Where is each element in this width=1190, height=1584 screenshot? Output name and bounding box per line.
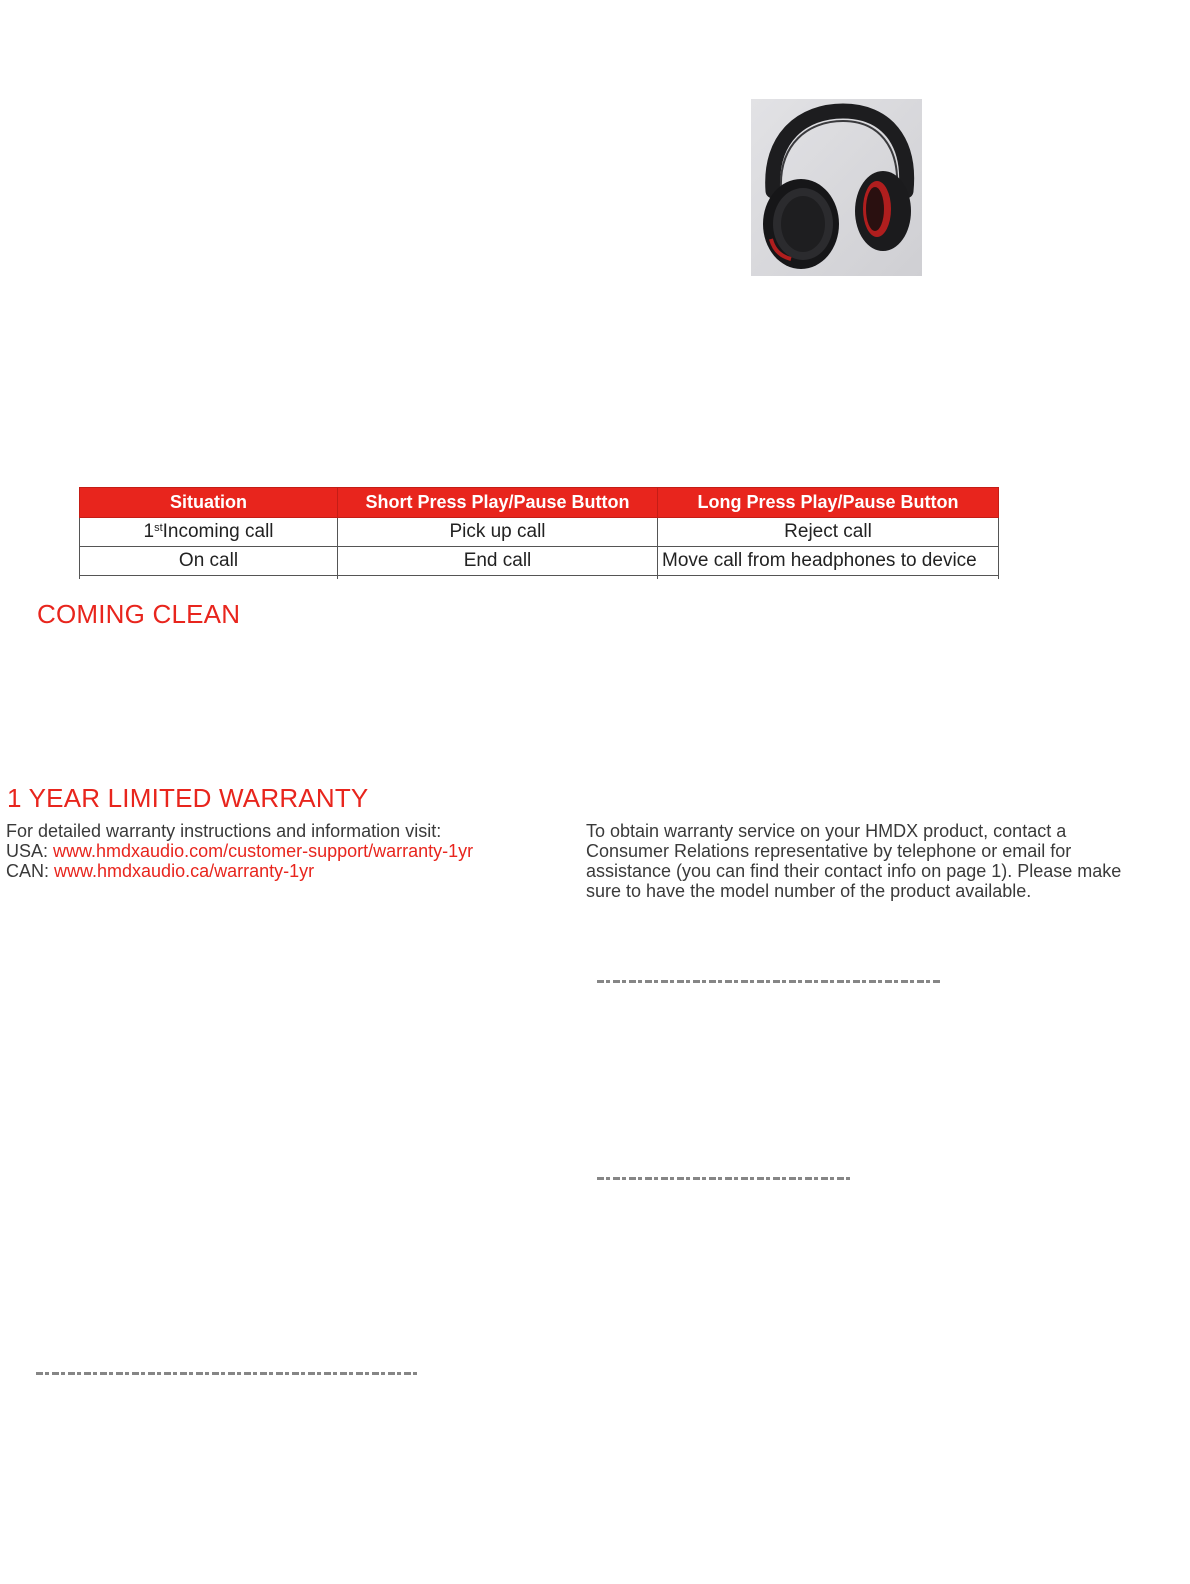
can-warranty-line bbox=[6, 861, 473, 881]
situation-cell: On call bbox=[80, 547, 338, 576]
long-press-cell: Reject call bbox=[658, 518, 999, 547]
situation-text: Incoming call bbox=[162, 521, 274, 542]
cropped-text-line bbox=[597, 1177, 852, 1180]
table-row-cropped bbox=[80, 576, 999, 580]
short-press-cell: End call bbox=[338, 547, 658, 576]
headphones-photo bbox=[751, 99, 922, 276]
table-row bbox=[80, 547, 999, 576]
header-short-press: Short Press Play/Pause Button bbox=[338, 488, 658, 518]
cropped-text-line bbox=[36, 1372, 418, 1375]
warranty-service-text: To obtain warranty service on your HMDX product, contact a Consumer Relations representative by telephone or email for assistance (you can find their contact info on page 1). Please make sure to have the model number of the product available. bbox=[586, 821, 1122, 901]
warranty-intro: For detailed warranty instructions and information visit: bbox=[6, 821, 442, 841]
short-press-cell: Pick up call bbox=[338, 518, 658, 547]
ordinal-number: 1 bbox=[143, 521, 155, 542]
cropped-text-line bbox=[597, 980, 942, 983]
situation-cell bbox=[80, 518, 338, 547]
ordinal-suffix: st bbox=[154, 522, 163, 534]
header-situation: Situation bbox=[80, 488, 338, 518]
can-warranty-link[interactable]: www.hmdxaudio.ca/warranty-1yr bbox=[54, 861, 315, 881]
coming-clean-heading: COMING CLEAN bbox=[37, 599, 241, 629]
button-controls-table bbox=[79, 487, 999, 579]
usa-warranty-line bbox=[6, 841, 473, 861]
header-long-press: Long Press Play/Pause Button bbox=[658, 488, 999, 518]
table-row bbox=[80, 518, 999, 547]
warranty-info bbox=[6, 821, 473, 881]
can-label: CAN: bbox=[6, 861, 55, 881]
usa-label: USA: bbox=[6, 841, 54, 861]
usa-warranty-link[interactable]: www.hmdxaudio.com/customer-support/warranty-1yr bbox=[53, 841, 474, 861]
table-header-row bbox=[80, 488, 999, 518]
long-press-cell: Move call from headphones to device bbox=[658, 547, 999, 576]
warranty-heading: 1 YEAR LIMITED WARRANTY bbox=[7, 783, 369, 813]
